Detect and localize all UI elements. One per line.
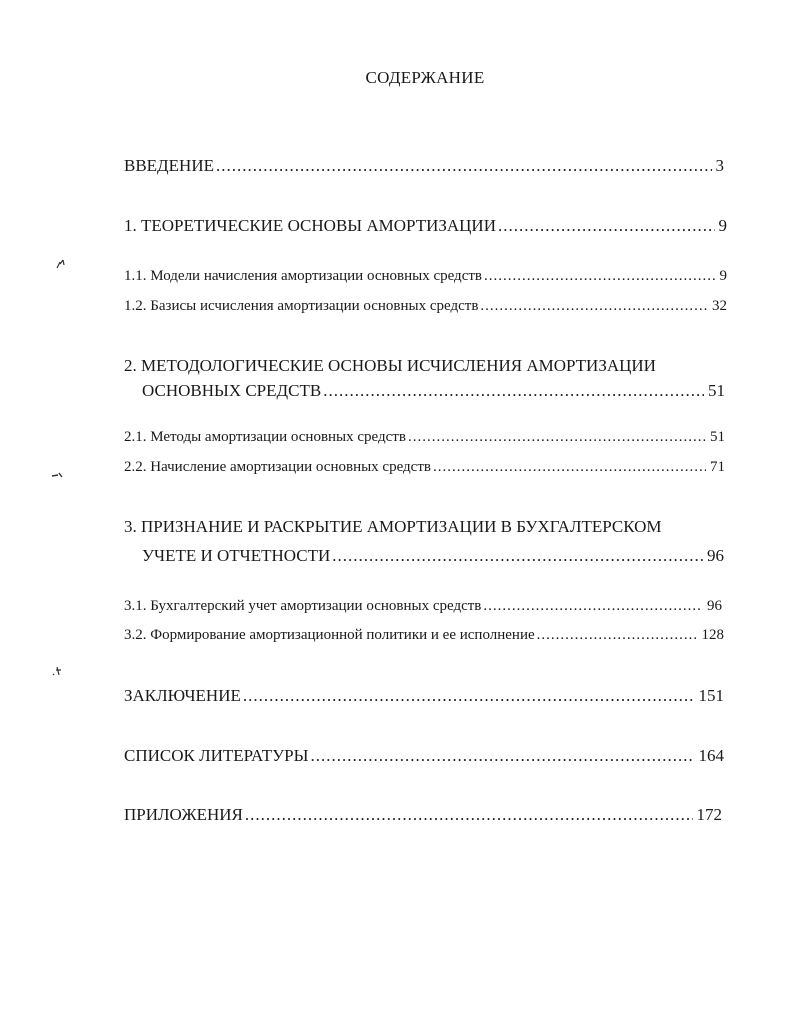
toc-page-number: 96 <box>707 546 724 565</box>
toc-entry-label: 2.1. Методы амортизации основных средств <box>124 429 406 445</box>
leader-dots <box>433 459 706 476</box>
toc-entry-conclusion <box>124 686 724 706</box>
toc-page-number: 3 <box>715 156 724 175</box>
toc-page-number: 71 <box>710 459 725 475</box>
leader-dots <box>310 746 694 766</box>
leader-dots <box>332 546 703 566</box>
scan-artifact-mark <box>54 256 68 272</box>
leader-dots <box>323 381 704 401</box>
toc-page-number: 128 <box>701 627 724 643</box>
toc-entry-section-3-2 <box>124 627 724 644</box>
toc-page-number: 164 <box>698 746 724 765</box>
toc-entry-chapter-2 <box>142 381 725 401</box>
toc-entry-label: 3.1. Бухгалтерский учет амортизации основных средств <box>124 598 482 614</box>
scan-artifact-mark <box>50 664 66 678</box>
toc-entry-section-2-2 <box>124 459 725 476</box>
toc-entry-chapter-3-line1: 3. ПРИЗНАНИЕ И РАСКРЫТИЕ АМОРТИЗАЦИИ В БУХГАЛТЕРСКОМ <box>124 517 662 536</box>
toc-entry-chapter-3 <box>142 546 724 566</box>
toc-entry-label: СПИСОК ЛИТЕРАТУРЫ <box>124 746 309 765</box>
leader-dots <box>483 598 703 615</box>
toc-entry-section-3-1 <box>124 598 722 615</box>
toc-page-number: 51 <box>708 381 725 400</box>
toc-page-number: 151 <box>698 686 724 705</box>
page-title: СОДЕРЖАНИЕ <box>365 68 485 87</box>
leader-dots <box>480 298 708 315</box>
toc-page-number: 32 <box>712 298 727 314</box>
leader-dots <box>245 805 693 825</box>
leader-dots <box>216 156 712 176</box>
toc-entry-section-1-1 <box>124 268 727 285</box>
toc-entry-section-1-2 <box>124 298 727 315</box>
toc-page-number: 51 <box>710 429 725 445</box>
scan-artifact-mark <box>50 470 66 480</box>
toc-entry-label: 1.1. Модели начисления амортизации основных средств <box>124 268 482 284</box>
toc-entry-label: ОСНОВНЫХ СРЕДСТВ <box>142 381 322 400</box>
toc-entry-introduction <box>124 156 724 176</box>
leader-dots <box>484 268 716 285</box>
toc-page-number: 96 <box>707 598 722 614</box>
leader-dots <box>498 216 715 236</box>
toc-entry-chapter-2-line1: 2. МЕТОДОЛОГИЧЕСКИЕ ОСНОВЫ ИСЧИСЛЕНИЯ АМОРТИЗАЦИИ <box>124 356 656 375</box>
toc-entry-label: ЗАКЛЮЧЕНИЕ <box>124 686 241 705</box>
leader-dots <box>243 686 695 706</box>
toc-entry-label: 1. ТЕОРЕТИЧЕСКИЕ ОСНОВЫ АМОРТИЗАЦИИ <box>124 216 496 235</box>
toc-entry-label: 1.2. Базисы исчисления амортизации основных средств <box>124 298 479 314</box>
toc-page-number: 9 <box>718 216 727 235</box>
toc-entry-label: ВВЕДЕНИЕ <box>124 156 214 175</box>
toc-entry-label: УЧЕТЕ И ОТЧЕТНОСТИ <box>142 546 331 565</box>
toc-entry-chapter-1 <box>124 216 727 236</box>
leader-dots <box>408 429 706 446</box>
toc-entry-label: 3.2. Формирование амортизационной политики и ее исполнение <box>124 627 535 643</box>
toc-entry-label: ПРИЛОЖЕНИЯ <box>124 805 243 824</box>
toc-entry-label: 2.2. Начисление амортизации основных средств <box>124 459 431 475</box>
toc-page-number: 9 <box>719 268 727 284</box>
leader-dots <box>537 627 698 644</box>
toc-entry-section-2-1 <box>124 429 725 446</box>
toc-entry-appendix <box>124 805 722 825</box>
toc-entry-references <box>124 746 724 766</box>
toc-page-number: 172 <box>696 805 722 824</box>
